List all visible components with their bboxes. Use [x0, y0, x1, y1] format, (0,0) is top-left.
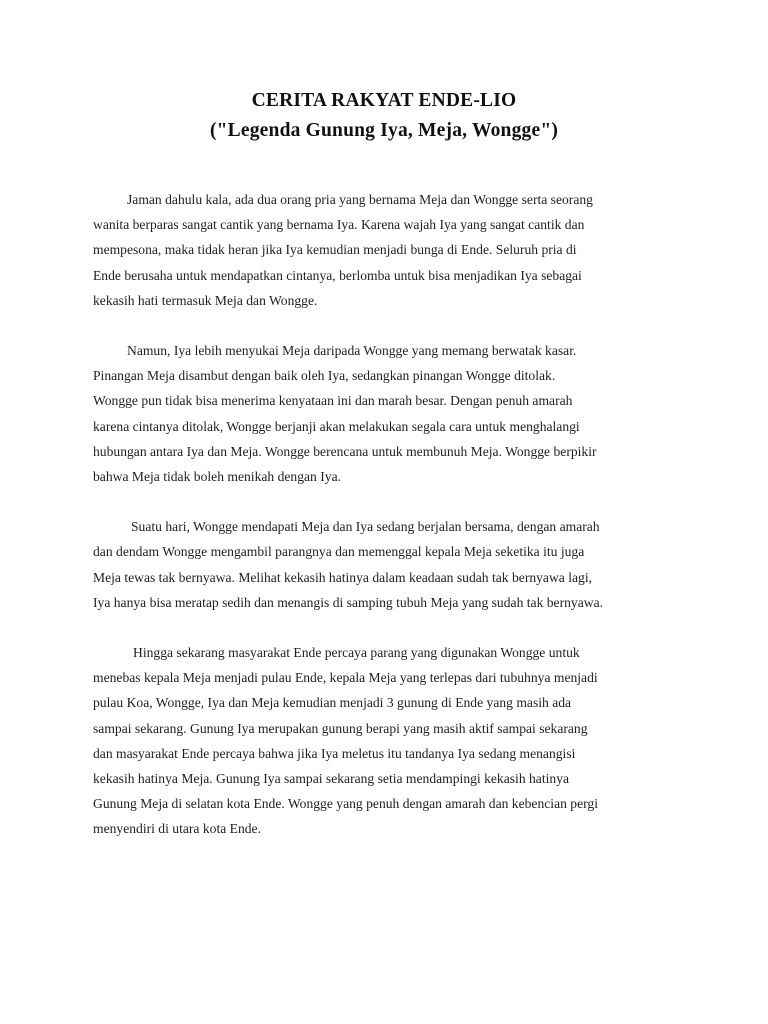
document-subtitle: ("Legenda Gunung Iya, Meja, Wongge")	[209, 120, 559, 141]
paragraph-line: dan dendam Wongge mengambil parangnya dan memenggal kepala Meja seketika itu juga	[93, 544, 585, 560]
paragraph-line: kekasih hatinya Meja. Gunung Iya sampai sekarang setia mendampingi kekasih hatinya	[93, 771, 570, 787]
paragraph-line: menebas kepala Meja menjadi pulau Ende, kepala Meja yang terlepas dari tubuhnya menjadi	[93, 670, 598, 686]
paragraph-line: Suatu hari, Wongge mendapati Meja dan Iya sedang berjalan bersama, dengan amarah	[131, 519, 600, 535]
title-block	[0, 86, 768, 146]
paragraph-line: Wongge pun tidak bisa menerima kenyataan ini dan marah besar. Dengan penuh amarah	[93, 393, 573, 409]
paragraph-1	[93, 187, 678, 313]
body-text	[93, 187, 678, 867]
paragraph-line: Pinangan Meja disambut dengan baik oleh Iya, sedangkan pinangan Wongge ditolak.	[93, 368, 556, 384]
paragraph-line: Meja tewas tak bernyawa. Melihat kekasih hatinya dalam keadaan sudah tak bernyawa lagi,	[93, 569, 592, 585]
paragraph-line: Ende berusaha untuk mendapatkan cintanya, berlomba untuk bisa menjadikan Iya sebagai	[93, 267, 582, 283]
paragraph-line: Jaman dahulu kala, ada dua orang pria yang bernama Meja dan Wongge serta seorang	[127, 192, 593, 207]
paragraph-line: dan masyarakat Ende percaya bahwa jika Iya meletus itu tandanya Iya sedang menangisi	[93, 745, 576, 761]
paragraph-line: Iya hanya bisa meratap sedih dan menangis di samping tubuh Meja yang sudah tak bernyawa.	[93, 594, 603, 610]
paragraph-3	[93, 514, 678, 615]
paragraph-line: pulau Koa, Wongge, Iya dan Meja kemudian menjadi 3 gunung di Ende yang masih ada	[93, 695, 572, 711]
paragraph-line: hubungan antara Iya dan Meja. Wongge berencana untuk membunuh Meja. Wongge berpikir	[93, 443, 597, 459]
paragraph-line: Hingga sekarang masyarakat Ende percaya parang yang digunakan Wongge untuk	[133, 645, 580, 661]
paragraph-line: karena cintanya ditolak, Wongge berjanji akan melakukan segala cara untuk menghalangi	[93, 418, 580, 434]
document-title: CERITA RAKYAT ENDE-LIO	[251, 90, 517, 111]
paragraph-4	[93, 640, 678, 842]
paragraph-line: kekasih hati termasuk Meja dan Wongge.	[93, 292, 318, 308]
paragraph-line: bahwa Meja tidak boleh menikah dengan Iya.	[93, 469, 341, 485]
paragraph-line: Namun, Iya lebih menyukai Meja daripada Wongge yang memang berwatak kasar.	[127, 343, 577, 359]
paragraph-line: menyendiri di utara kota Ende.	[93, 821, 261, 837]
paragraph-line: sampai sekarang. Gunung Iya merupakan gunung berapi yang masih aktif sampai sekarang	[93, 720, 588, 736]
paragraph-line: Gunung Meja di selatan kota Ende. Wongge yang penuh dengan amarah dan kebencian pergi	[93, 796, 598, 812]
paragraph-line: wanita berparas sangat cantik yang bernama Iya. Karena wajah Iya yang sangat cantik dan	[93, 217, 585, 233]
paragraph-2	[93, 338, 678, 489]
paragraph-line: mempesona, maka tidak heran jika Iya kemudian menjadi bunga di Ende. Seluruh pria di	[93, 242, 577, 258]
